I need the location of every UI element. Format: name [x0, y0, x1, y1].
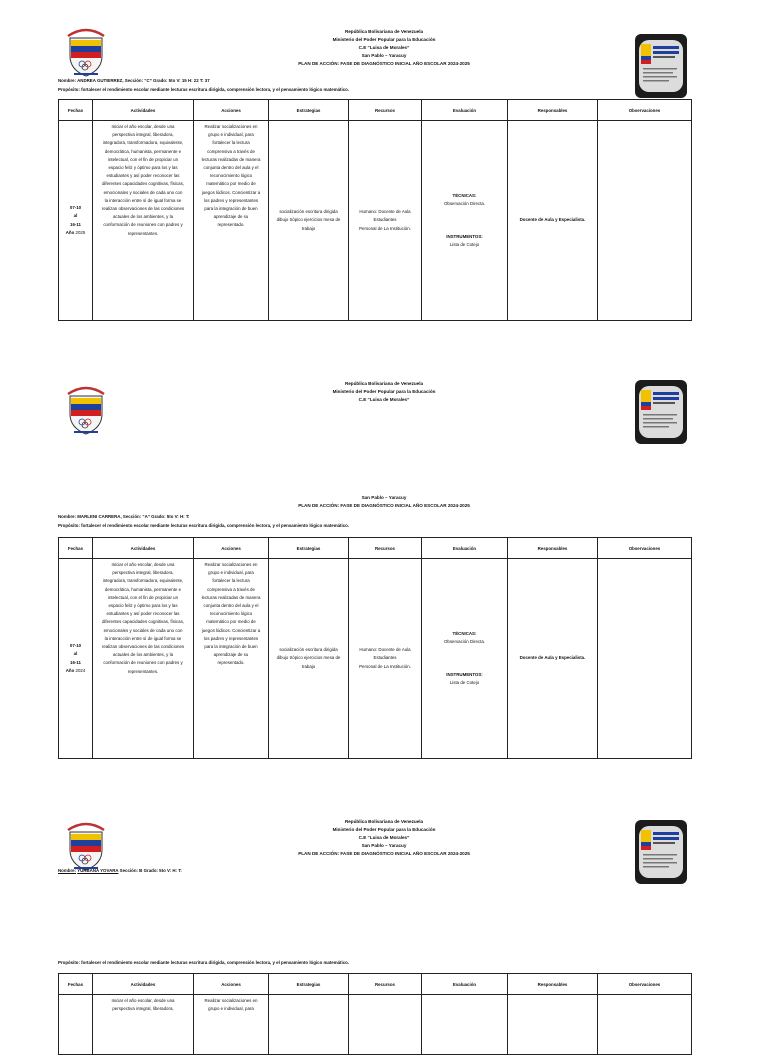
column-header-responsables: Responsables — [508, 100, 598, 121]
actividades-line: la interacción entre sí de igual forma se — [104, 197, 182, 203]
cell-observaciones — [598, 995, 692, 1055]
header-ministerio: Ministerio del Poder Popular para la Educación — [332, 37, 436, 42]
acciones-line: comprensiva a través de — [207, 586, 255, 592]
header-plan: PLAN DE ACCIÓN: FASE DE DIAGNÓSTICO INICIAL AÑO ESCOLAR 2024-2025 — [298, 851, 470, 856]
instrumentos-label: INSTRUMENTOS: — [446, 671, 483, 677]
nombre-label: Nombre: — [58, 868, 77, 873]
acciones-line: reconocimiento lógico — [209, 173, 253, 179]
actividades-line: emocionales y sociales de cada uno con — [103, 627, 183, 633]
table-row — [59, 121, 692, 321]
document-header — [0, 28, 768, 68]
actividades-line: diferentes capacidades cognitivas, físicas, — [101, 181, 184, 187]
cell-observaciones — [598, 121, 692, 321]
cell-fechas — [59, 121, 93, 321]
estrategias-line: dibujo trópico ejercicios mesa de — [276, 655, 341, 661]
recursos-line: Humano: Docente de Aula — [359, 209, 411, 215]
actividades-line: intelectual, con el fin de propiciar un — [107, 594, 179, 600]
acciones-line: los padres y representantes — [203, 197, 259, 203]
acciones-line: Realizar socializaciones en — [204, 124, 258, 129]
document-header-continued — [0, 494, 768, 510]
purpose-text: Propósito: fortalecer el rendimiento escolar mediante lecturas escritura dirigida, comprensión lectora, y el pensamiento lógico matemático. — [58, 87, 350, 92]
cell-fechas — [59, 995, 93, 1055]
recursos-line: Personal de La Institución. — [359, 663, 411, 669]
acciones-line: para la integración de buen — [204, 206, 258, 212]
acciones-line: conjunta dentro del aula y el — [203, 165, 259, 171]
column-header-estrategias: Estrategias — [269, 974, 349, 995]
table-header-row — [59, 538, 692, 559]
acciones-line: reconocimiento lógico — [209, 611, 253, 617]
cell-actividades — [93, 995, 194, 1055]
instrumentos-label: INSTRUMENTOS: — [446, 233, 483, 239]
column-header-observaciones: Observaciones — [598, 974, 692, 995]
instrumentos-value: Lista de Cotejo — [449, 679, 480, 685]
acciones-line: Realizar socializaciones en — [204, 998, 258, 1003]
column-header-fechas: Fechas — [59, 100, 93, 121]
fecha-inicio: 07-10 — [69, 205, 82, 211]
actividades-line: espacio feliz y óptimo para los y las — [108, 603, 178, 609]
column-header-actividades: Actividades — [93, 100, 194, 121]
acciones-line: aprendizaje de su — [213, 214, 249, 220]
cell-evaluacion — [422, 121, 508, 321]
header-plan: PLAN DE ACCIÓN: FASE DE DIAGNÓSTICO INICIAL AÑO ESCOLAR 2024-2025 — [298, 503, 470, 508]
acciones-line: aprendizaje de su — [213, 652, 249, 658]
actividades-line: Iniciar el año escolar, desde una — [111, 562, 175, 567]
column-header-fechas: Fechas — [59, 974, 93, 995]
acciones-line: lecturas realizadas de manera — [201, 594, 261, 600]
estrategias-line: dibujo trópico ejercicios mesa de — [276, 217, 341, 223]
acciones-line: para la integración de buen — [204, 644, 258, 650]
fecha-al: al — [73, 651, 78, 657]
acciones-line: grupo e individual, para — [208, 132, 254, 138]
header-escuela: C.E “Luisa de Morales” — [358, 397, 410, 402]
table-row — [59, 995, 692, 1055]
header-escuela: C.E “Luisa de Morales” — [358, 835, 410, 840]
plan-table — [58, 973, 692, 1055]
cell-recursos — [349, 995, 422, 1055]
actividades-line: espacio feliz y óptimo para los y las — [108, 165, 178, 171]
recursos-line: Estudiantes — [373, 217, 397, 223]
purpose-text: Propósito: fortalecer el rendimiento escolar mediante lecturas escritura dirigida, comprensión lectora, y el pensamiento lógico matemático. — [58, 960, 350, 965]
column-header-observaciones: Observaciones — [598, 538, 692, 559]
acciones-line: fortalecer la lectura — [212, 140, 250, 146]
actividades-line: estudiantes y así poder reconocer las — [106, 611, 180, 617]
column-header-observaciones: Observaciones — [598, 100, 692, 121]
tecnicas-label: TÉCNICAS: — [452, 193, 477, 199]
fecha-anio — [59, 229, 92, 237]
plan-table — [58, 537, 692, 759]
acciones-line: representado. — [217, 660, 245, 666]
acciones-line: representado. — [217, 222, 245, 228]
cell-recursos — [349, 121, 422, 321]
actividades-line: Iniciar el año escolar, desde una — [111, 124, 175, 129]
anio-label: Año — [65, 229, 75, 235]
cell-responsables: Docente de Aula y Especialista. — [508, 121, 598, 321]
actividades-line: representantes. — [127, 230, 159, 236]
acciones-line: lecturas realizadas de manera — [201, 156, 261, 162]
actividades-line: integradora, transformadora, equivalente, — [102, 140, 184, 146]
recursos-line: Personal de La Institución. — [359, 225, 411, 231]
header-plan: PLAN DE ACCIÓN: FASE DE DIAGNÓSTICO INICIAL AÑO ESCOLAR 2024-2025 — [298, 61, 470, 66]
cell-observaciones — [598, 559, 692, 759]
actividades-line: diferentes capacidades cognitivas, físicas, — [101, 619, 184, 625]
actividades-line: realizan observaciones de las condiciones — [101, 644, 185, 650]
plan-table — [58, 99, 692, 321]
column-header-acciones: Acciones — [194, 974, 269, 995]
cell-estrategias — [269, 559, 349, 759]
actividades-line: conformación de reuniones con padres y — [103, 660, 183, 666]
teacher-name-line: Nombre: ANDREA GUTIERREZ, Sección: “C” Grado: 5to V: 15 H: 22 T: 37 — [58, 78, 210, 83]
column-header-recursos: Recursos — [349, 100, 422, 121]
column-header-fechas: Fechas — [59, 538, 93, 559]
acciones-line: Realizar socializaciones en — [204, 562, 258, 567]
cell-estrategias — [269, 995, 349, 1055]
header-ministerio: Ministerio del Poder Popular para la Educación — [332, 827, 436, 832]
column-header-responsables: Responsables — [508, 974, 598, 995]
actividades-line: la interacción entre sí de igual forma se — [104, 635, 182, 641]
acciones-line: los padres y representantes — [203, 635, 259, 641]
cell-estrategias — [269, 121, 349, 321]
estrategias-line: socialización escritura dirigida — [279, 209, 338, 215]
actividades-line: perspectiva integral, liberadora, — [112, 1006, 174, 1012]
header-ministerio: Ministerio del Poder Popular para la Educación — [332, 389, 436, 394]
column-header-recursos: Recursos — [349, 538, 422, 559]
table-row — [59, 559, 692, 759]
column-header-actividades: Actividades — [93, 538, 194, 559]
recursos-line: Estudiantes — [373, 655, 397, 661]
estrategias-line: trabajo — [301, 663, 316, 669]
acciones-line: juegos lúdicos. Concientizar a — [201, 627, 261, 633]
column-header-evaluacion: Evaluación — [422, 538, 508, 559]
fecha-fin: 16-11 — [70, 659, 81, 665]
acciones-line: grupo e individual, para — [208, 570, 254, 576]
actividades-line: representantes. — [127, 668, 159, 674]
tecnicas-value: Observación Directa. — [444, 201, 485, 207]
header-lugar: San Pablo – Yaracuy — [361, 843, 407, 848]
fecha-anio — [59, 667, 92, 675]
column-header-recursos: Recursos — [349, 974, 422, 995]
column-header-responsables: Responsables — [508, 538, 598, 559]
actividades-line: conformación de reuniones con padres y — [103, 222, 183, 228]
fecha-inicio: 07-10 — [69, 643, 82, 649]
acciones-line: comprensiva a través de — [207, 148, 255, 154]
column-header-acciones: Acciones — [194, 538, 269, 559]
cell-acciones — [194, 559, 269, 759]
anio-label: Año — [65, 667, 75, 673]
header-lugar: San Pablo – Yaracuy — [361, 53, 407, 58]
document-header — [0, 818, 768, 858]
column-header-estrategias: Estrategias — [269, 100, 349, 121]
instrumentos-value: Lista de Cotejo — [449, 241, 480, 247]
actividades-line: actuales de los ambientes, y la — [112, 214, 174, 220]
actividades-line: perspectiva integral, liberadora, — [112, 570, 174, 576]
estrategias-line: socialización escritura dirigida — [279, 647, 338, 653]
fecha-al: al — [73, 213, 78, 219]
anio-value: 2025 — [75, 229, 86, 235]
header-republica: República Bolivariana de Venezuela — [344, 29, 424, 34]
cell-responsables: Docente de Aula y Especialista. — [508, 559, 598, 759]
cell-evaluacion — [422, 559, 508, 759]
actividades-line: intelectual, con el fin de propiciar un — [107, 156, 179, 162]
acciones-line: grupo e individual, para — [208, 1006, 254, 1012]
cell-acciones — [194, 995, 269, 1055]
tecnicas-value: Observación Directa. — [444, 639, 485, 645]
table-header-row — [59, 100, 692, 121]
actividades-line: realizan observaciones de las condiciones — [101, 206, 185, 212]
table-header-row — [59, 974, 692, 995]
teacher-name-line — [58, 868, 182, 873]
column-header-evaluacion: Evaluación — [422, 974, 508, 995]
actividades-line: integradora, transformadora, equivalente, — [102, 578, 184, 584]
acciones-line: fortalecer la lectura — [212, 578, 250, 584]
cell-fechas — [59, 559, 93, 759]
cell-actividades — [93, 559, 194, 759]
column-header-acciones: Acciones — [194, 100, 269, 121]
acciones-line: matemático por medio de — [206, 181, 256, 187]
nombre-value: YURBANA YOVARA — [77, 868, 119, 873]
column-header-evaluacion: Evaluación — [422, 100, 508, 121]
header-republica: República Bolivariana de Venezuela — [344, 819, 424, 824]
teacher-name-line: Nombre: MARLENI CARRERA, Sección: “A” Grado: 5to V: H: T: — [58, 514, 190, 519]
document-header — [0, 380, 768, 404]
purpose-text: Propósito: fortalecer el rendimiento escolar mediante lecturas escritura dirigida, comprensión lectora, y el pensamiento lógico matemático. — [58, 523, 350, 528]
column-header-estrategias: Estrategias — [269, 538, 349, 559]
nombre-rest: Sección: B Grado: 5to V: H: T: — [118, 868, 182, 873]
actividades-line: perspectiva integral, liberadora, — [112, 132, 174, 138]
actividades-line: emocionales y sociales de cada uno con — [103, 189, 183, 195]
acciones-line: juegos lúdicos. Concientizar a — [201, 189, 261, 195]
actividades-line: actuales de los ambientes, y la — [112, 652, 174, 658]
header-republica: República Bolivariana de Venezuela — [344, 381, 424, 386]
cell-evaluacion — [422, 995, 508, 1055]
fecha-fin: 16-11 — [70, 221, 81, 227]
cell-acciones — [194, 121, 269, 321]
header-lugar: San Pablo – Yaracuy — [361, 495, 407, 500]
actividades-line: estudiantes y así poder reconocer las — [106, 173, 180, 179]
cell-responsables — [508, 995, 598, 1055]
actividades-line: democrática, humanista, permanente e — [104, 148, 182, 154]
anio-value: 2024 — [75, 667, 86, 673]
acciones-line: matemático por medio de — [206, 619, 256, 625]
estrategias-line: trabajo — [301, 225, 316, 231]
actividades-line: Iniciar el año escolar, desde una — [111, 998, 175, 1003]
actividades-line: democrática, humanista, permanente e — [104, 586, 182, 592]
header-escuela: C.E “Luisa de Morales” — [358, 45, 410, 50]
cell-actividades — [93, 121, 194, 321]
acciones-line: conjunta dentro del aula y el — [203, 603, 259, 609]
column-header-actividades: Actividades — [93, 974, 194, 995]
tecnicas-label: TÉCNICAS: — [452, 631, 477, 637]
cell-recursos — [349, 559, 422, 759]
recursos-line: Humano: Docente de Aula — [359, 647, 411, 653]
